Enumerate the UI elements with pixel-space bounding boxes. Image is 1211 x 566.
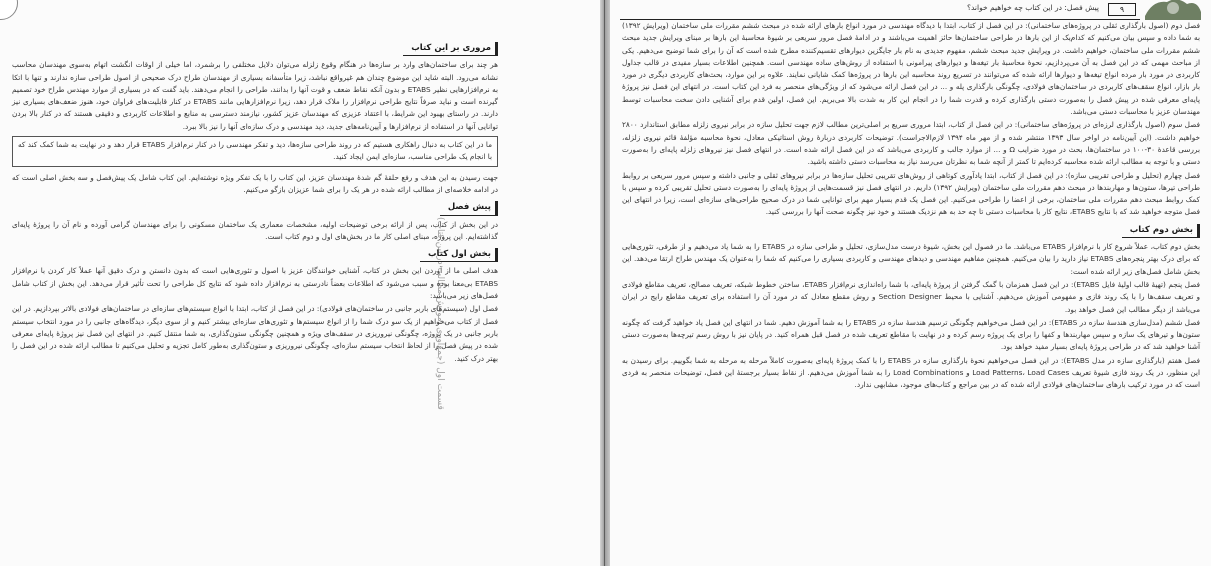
section-heading: بخش اول کتاب bbox=[420, 248, 498, 262]
paragraph: فصل دوم (اصول بارگذاری ثقلی در پروژه‌های ساختمانی): در این فصل از کتاب، ابتدا با دیدگاه مهندسی در مورد انواع بارهای ارائه شده در مبحث ششم مقررات ملی ساختمان (ویرایش ۱۳۹۲) به شما داده و سپس بیان می‌کنیم که کدام‌یک از این بارها در طراحی ساختمان‌ها حائز اهمیت می‌باشند و در ادامهٔ فصل مرور سریعی بر شیوهٔ محاسبهٔ این بارها بر مبنای ویرایش جدید مبحث ششم مقررات ملی ساختمان، خواهیم داشت. در ویرایش جدید مبحث ششم، مفهوم جدیدی به نام بار جایگزین دیوارهای تقسیم‌کننده مطرح شده است که آن را برای شما توضیح می‌دهیم. یکی از مباحث مهمی که در این فصل به آن می‌پردازیم، نحوهٔ محاسبهٔ بار تیغه‌ها و دیوارهای پیرامونی با استفاده از روش‌های ساده مهندسی است. همچنین اطلاعات بسیار مفیدی در قالب جداول کاربردی در مورد بار مرده انواع تیغه‌ها و دیوارها ارائه شده که می‌توانند در تسریع روند محاسبه این بارها در پروژه‌ها کمک شایانی نمایند. علاوه بر این موارد، بحث‌های کاربردی دیگری در مورد بار بازار، انواع سقف‌های کاربردی در ساختمان‌های فولادی، چگونگی بارگذاری پله و ... در این فصل ارائه می‌شود که از ویژگی‌های منحصر به فرد این کتاب است. در انتهای این فصل نیز پروژهٔ پایه‌ای معرفی شده در پیش فصل را به‌صورت دستی بارگذاری کرده و قدرت شما را در انجام این کار به شدت بالا می‌بریم. این فصل، اولین قدم برای آشنایی دادن سخت محاسبات توسط مهندسان عزیز با محاسبات دستی می‌باشد. bbox=[622, 21, 1200, 117]
publisher-logo-icon bbox=[1143, 0, 1203, 20]
left-text-column bbox=[12, 38, 498, 366]
paragraph: بخش دوم کتاب، عملاً شروع کار با نرم‌افزار ETABS می‌باشد. ما در فصول این بخش، شیوهٔ درست مدل‌سازی، تحلیل و طراحی سازه در ETABS را به شما یاد می‌دهیم و از طرفی، تئوری‌هایی که برای درک بهتر پنجره‌های ETABS نیاز دارید را بیان می‌کنیم. همچنین مفاهیم مهندسی و دیدهای مهندسی و کاربردی بسیاری را می‌کنیم که شما را به‌عنوان یک مهندس طراح ارتقا می‌دهد. این بخش شامل فصل‌های زیر ارائه شده است: bbox=[622, 242, 1200, 276]
running-header bbox=[610, 0, 1211, 20]
page-corner-circle bbox=[0, 0, 18, 20]
book-spine-line bbox=[604, 0, 605, 566]
book-gutter bbox=[600, 0, 610, 566]
left-page bbox=[0, 0, 600, 566]
side-running-title: قسمت اول (جمع‌آوری آموزش مطالب در این کتاب) bbox=[435, 216, 445, 410]
section-overview bbox=[12, 38, 498, 133]
section-heading: بخش دوم کتاب bbox=[1122, 224, 1200, 238]
paragraph: فصل سوم (اصول بارگذاری لرزه‌ای در پروژه‌های ساختمانی): در این فصل از کتاب، ابتدا مروری سریع بر اصلی‌ترین مطالب لازم جهت تحلیل سازه در برابر نیروی زلزله مطابق استاندارد ۲۸۰۰ خواهیم داشت. (این آیین‌نامه در اواخر سال ۱۳۹۳ منتشر شده و از مهر ماه ۱۳۹۴ لازم‌الاجراست). توضیحات کاربردی دربارهٔ روش استاتیکی معادل، نحوهٔ محاسبه مؤلفهٔ قائم نیروی زلزله، بررسی قاعدهٔ ۳۰-۱۰۰ در ساختمان‌ها، بحث در مورد ضرایب Ω و ... از موارد جالب و کاربردی می‌باشد که در این فصل ارائه شده است. در انتهای فصل نیز نیروهای زلزله پایه‌ای را به‌صورت دستی و با توجه به مطالب ارائه شده محاسبه کرده‌ایم تا کمتر از آنچه شما به نظرتان می‌رسد نیاز به محاسبات دستی داشته باشید. bbox=[622, 120, 1201, 167]
section-prechapter bbox=[12, 197, 498, 243]
paragraph: فصل پنجم (تهیهٔ قالب اولیهٔ فایل ETABS): در این فصل همزمان با گمک گرفتن از پروژهٔ پایه‌ای، با شما راه‌اندازی نرم‌افزار ETABS، ساختن خطوط شبکه، تعریف مصالح، تعریف مقاطع فولادی و تعریف سقف‌ها را با یک روند فازی و مفهومی آموزش می‌دهیم. آشنایی با محیط Section Designer و روش مقطع معادل که در مورد آن را استفاده برای تعریف مقاطع رایج در ایران می‌باشد از دیگر مطالب این فصل خواهد بود. bbox=[622, 279, 1201, 314]
paragraph: جهت رسیدن به این هدف و رفع حلقهٔ گم شدهٔ مهندسان عزیز، این کتاب را با یک تفکر ویژه نوشته‌ایم. این کتاب شامل یک پیش‌فصل و سه بخش اصلی است که در ادامه خلاصه‌ای از مطالب ارائه شده در هر یک را برای شما عزیزان بازگو می‌کنیم. bbox=[12, 172, 498, 194]
paragraph: در این بخش از کتاب، پس از ارائه برخی توضیحات اولیه، مشخصات معماری یک ساختمان مسکونی را برای مهندسان گرامی آورده و نام آن را پروژهٔ پایه‌ای گذاشته‌ایم. این پروژه، مبنای اصلی کار ما در بخش‌های اول و دوم کتاب است. bbox=[12, 219, 498, 241]
section-part-one bbox=[12, 244, 498, 365]
highlight-box-text: ما در این کتاب به دنبال راهکاری هستیم که در روند طراحی سازه‌ها، دید و تفکر مهندسی را در کنار نرم‌افزار ETABS قرار دهد و در نهایت به شما کمک کند که با انجام یک طراحی مناسب، سازه‌ای ایمن ایجاد کنید. bbox=[18, 140, 492, 162]
paragraph: فصل هفتم (بارگذاری سازه در مدل ETABS): در این فصل می‌خواهیم نحوهٔ بارگذاری سازه در ETABS را با کمک پروژهٔ پایه‌ای به‌صورت کاملاً مرحله به مرحله به شما بگوییم. برای رسیدن به این منظور، در یک روند فازی شیوهٔ تعریف Load Patterns، Load Cases و Load Combinations را به شما آموزش می‌دهیم. از نقاط بسیار برجستهٔ این فصل، توضیحات منحصر به فردی است که در مورد ترکیب بارهای ساختمان‌های فولادی ارائه شده که در بین مراجع و کتاب‌های موجود، مشابهی ندارد. bbox=[622, 355, 1200, 390]
page-number: ۹ bbox=[1108, 3, 1136, 16]
right-text-column bbox=[622, 20, 1200, 393]
paragraph: هر چند برای ساختمان‌های وارد بر سازه‌ها در هنگام وقوع زلزله می‌توان دلایل مختلفی را برشمرد، اما خیلی از اوقات انگشت اتهام به‌سوی مهندسان محاسب نشانه می‌رود. البته شاید این موضوع چندان هم غیرواقع نباشد، زیرا متأسفانه بسیاری از مهندسان طراح درک صحیحی از اصول طراحی سازه ندارند و تنها با اتکا به نرم‌افزارهایی نظیر ETABS و بدون آنکه نقاط ضعف و قوت آنها را بدانند، طراحی را انجام می‌دهند. باید گفت که در بسیاری از موارد مهندس طراح خود تصمیم گیرنده است و نباید صرفاً نتایج طراحی نرم‌افزار را ملاک قرار دهد، زیرا نرم‌افزارهایی مانند ETABS در کنار قابلیت‌های فراوان خود، هنوز ضعف‌های بسیاری نیز دارند. در راستای بهبود این شرایط، با اعتقاد عزیزی که مهندسان عزیز کشور، نیازمند دسترسی به منابع و اطلاعات کاربردی و دقیقی هستند که در کنار بالا بردن توانایی آنها در استفاده از نرم‌افزارها و آیین‌نامه‌های جدید، دید مهندسی و درک سازه‌ای آنها را نیز بالا ببرد. bbox=[12, 60, 499, 131]
section-heading: پیش فصل bbox=[440, 201, 498, 215]
highlight-box bbox=[12, 136, 498, 167]
paragraph: هدف اصلی ما از آوردن این بخش در کتاب، آشنایی خوانندگان عزیز با اصول و تئوری‌هایی است که بدون دانستن و درک دقیق آنها عملاً کار کردن با نرم‌افزار ETABS بی‌معنا بوده و سبب می‌شود که اطلاعات بعضاً نادرستی به نرم‌افزار داده شود که نتایج کل طراحی را تحت تأثیر قرار می‌دهد. این بخش از کتاب شامل فصل‌های زیر می‌باشد: bbox=[12, 266, 498, 301]
paragraph: فصل چهارم (تحلیل و طراحی تقریبی سازه): در این فصل از کتاب، ابتدا یادآوری کوتاهی از روش‌های تقریبی تحلیل سازه‌ها در برابر نیروهای ثقلی و جانبی داشته و سپس مرور سریعی بر روابط طراحی تیرها، ستون‌ها و مهاربندها در مبحث دهم مقررات ملی ساختمان (ویرایش ۱۳۹۲) داریم. در انتهای فصل نیز قسمت‌هایی از پروژهٔ پایه‌ای را به‌صورت دستی تحلیل تقریبی کرده و سپس با کمک روابط مبحث دهم مقررات ملی ساختمان، برخی از اعضا را طراحی می‌کنیم. این فصل یک قدم بسیار مهم برای توانایی شما در درک صحیح طراحی‌های سازه‌ای است، زیرا در انتهای این فصل متوجه خواهید شد که با نتایج ETABS، نتایج کار با محاسبات دستی تا چه حد به هم نزدیک هستند و خود نیز چگونه صحت آنها را بررسی کنید. bbox=[622, 170, 1201, 217]
section-part-two bbox=[622, 220, 1200, 392]
paragraph: فصل اول (سیستم‌های باربر جانبی در ساختمان‌های فولادی): در این فصل از کتاب، ابتدا با انواع سیستم‌های سازه‌ای در ساختمان‌های فولادی بالاتر بپردازیم. در این فصل از کتاب می‌خواهیم از یک سو درک شما را از انواع سیستم‌ها و تئوری‌های سازه‌ای بیشتر کنیم و از سوی دیگر، دیدگاه‌های جانبی را در مورد انتخاب سیستم باربر جانبی در یک پروژه، چگونگی نیروریزی در سقف‌های ویژه و همچنین چگونگی ستون‌گذاری، به شما منتقل کنیم. در انتهای این فصل نیز پروژهٔ پایه‌ای معرفی شده در پیش فصل را از لحاظ انتخاب سیستم سازه‌ای، چگونگی نیروریزی و ستون‌گذاری به‌طور کامل تجزیه و تحلیل می‌کنیم تا مطالب ارائه شده در این فصل را بهتر درک کنید. bbox=[12, 304, 498, 363]
right-page bbox=[610, 0, 1211, 566]
paragraph: فصل ششم (مدل‌سازی هندسهٔ سازه در ETABS): در این فصل می‌خواهیم چگونگی ترسیم هندسهٔ سازه در ETABS را به شما آموزش دهیم. شما در انتهای این فصل یاد خواهید گرفت که چگونه ستون‌ها و تیرهای یک سازه و سپس مهاربندها و کفها را برای یک پروژه رسم کرده و در نهایت با مقاطع تعریف شده در فصل قبل همراه کنید. در پایان نیز با روش رسم تیرچه‌ها به‌صورت دستی آشنا خواهید شد که در طراحی پروژهٔ پایه‌ای بسیار مفید خواهد بود. bbox=[622, 317, 1201, 352]
running-header-text: پیش فصل: در این کتاب چه خواهیم خواند؟ bbox=[967, 3, 1099, 12]
section-heading: مروری بر این کتاب bbox=[403, 42, 498, 56]
